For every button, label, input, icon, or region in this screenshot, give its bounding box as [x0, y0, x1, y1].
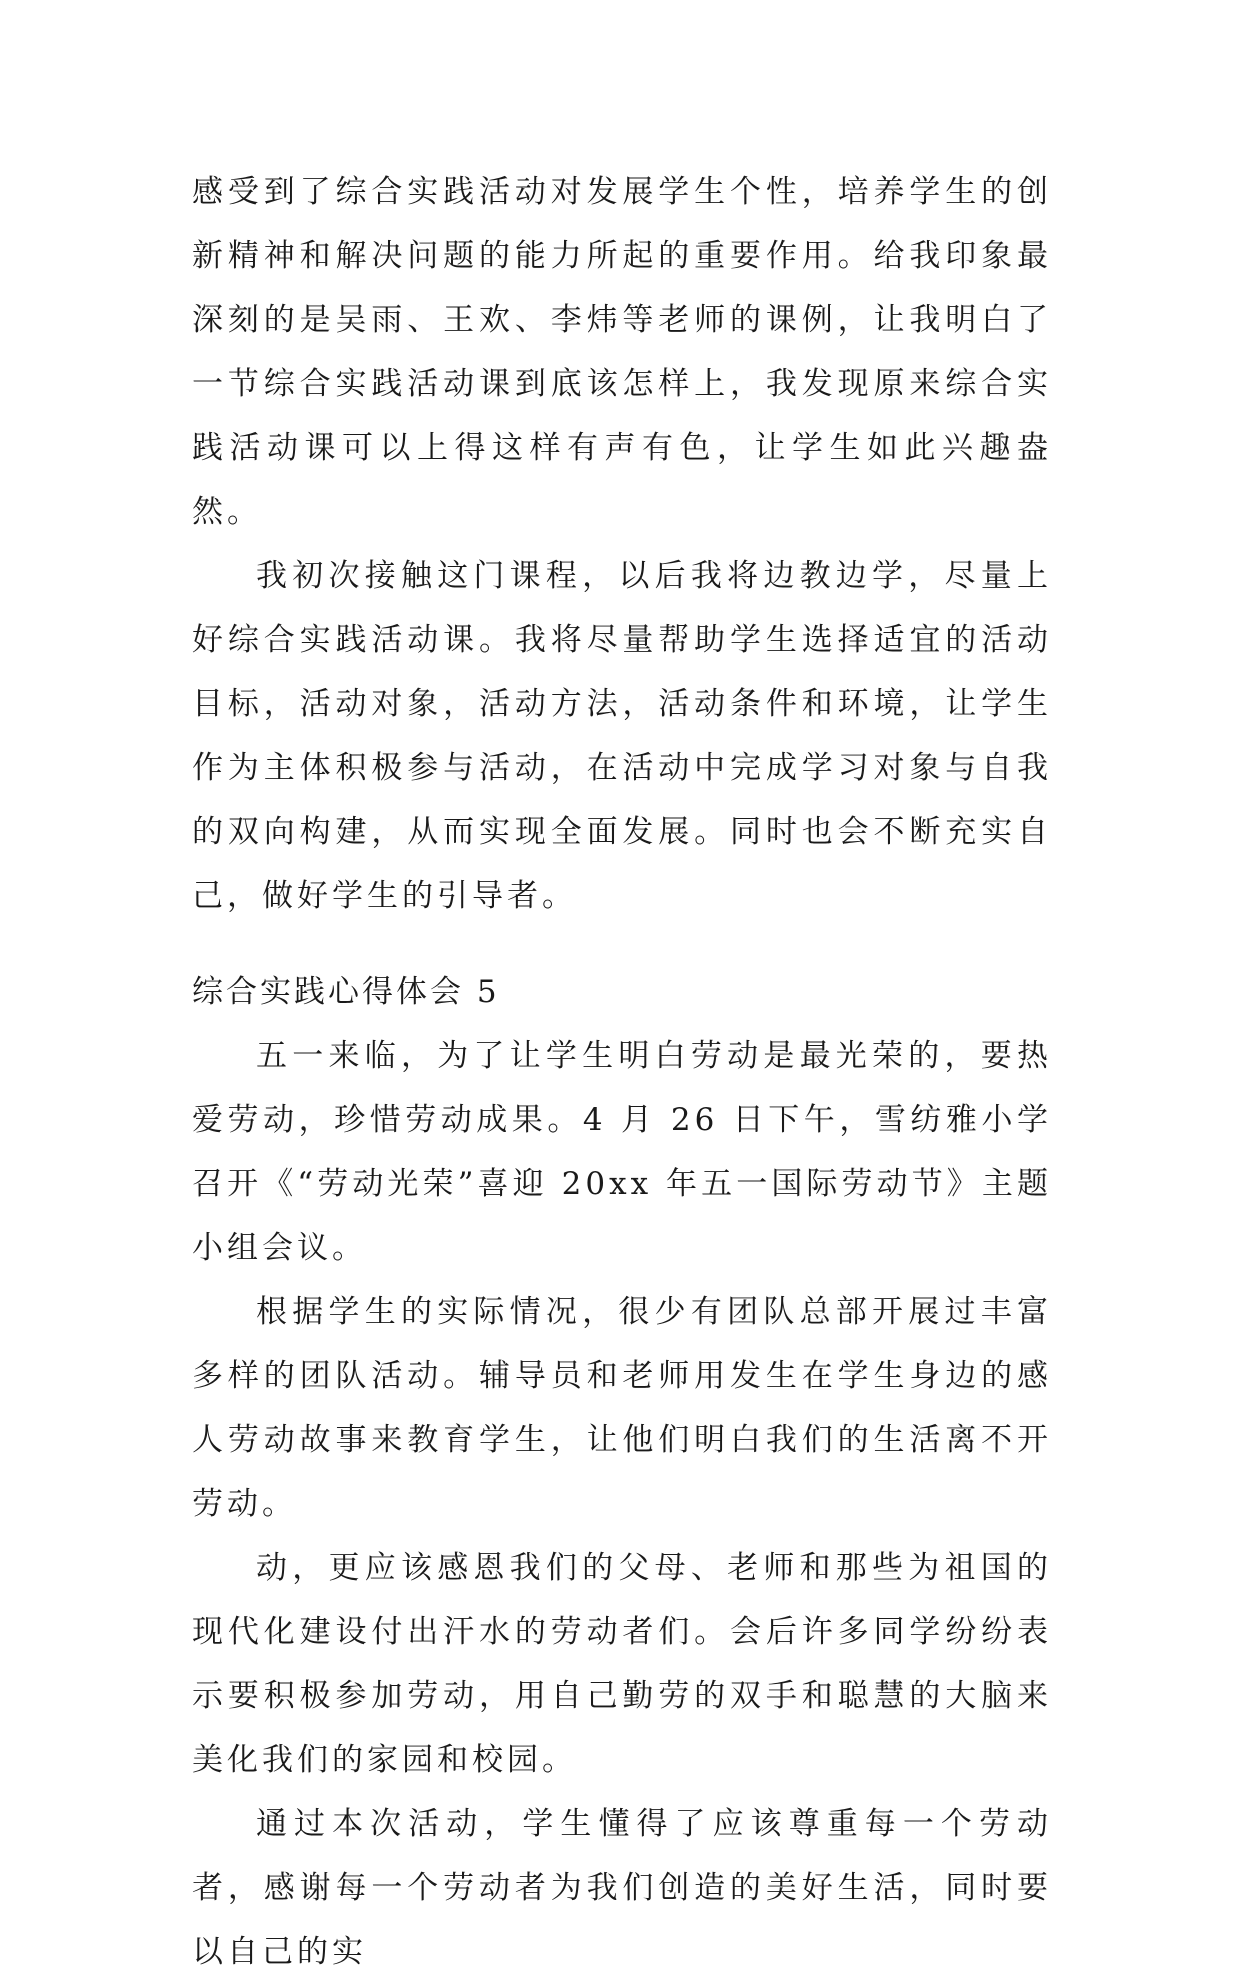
paragraph: 根据学生的实际情况，很少有团队总部开展过丰富多样的团队活动。辅导员和老师用发生在学生身边的感人劳动故事来教育学生，让他们明白我们的生活离不开劳动。	[192, 1294, 1052, 1522]
paragraph-continued: 感受到了综合实践活动对发展学生个性，培养学生的创新精神和解决问题的能力所起的重要作用。给我印象最深刻的是吴雨、王欢、李炜等老师的课例，让我明白了一节综合实践活动课到底该怎样上，我发现原来综合实践活动课可以上得这样有声有色，让学生如此兴趣盎然。	[192, 174, 1052, 530]
paragraph: 通过本次活动，学生懂得了应该尊重每一个劳动者，感谢每一个劳动者为我们创造的美好生活，同时要以自己的实	[192, 1806, 1052, 1970]
paragraph: 动，更应该感恩我们的父母、老师和那些为祖国的现代化建设付出汗水的劳动者们。会后许多同学纷纷表示要积极参加劳动，用自己勤劳的双手和聪慧的大脑来美化我们的家园和校园。	[192, 1550, 1052, 1778]
paragraph: 五一来临，为了让学生明白劳动是最光荣的，要热爱劳动，珍惜劳动成果。4 月 26 日下午，雪纺雅小学召开《“劳动光荣”喜迎 20xx 年五一国际劳动节》主题小组会议。	[192, 1038, 1052, 1266]
document-body	[192, 160, 1052, 1984]
paragraph: 我初次接触这门课程，以后我将边教边学，尽量上好综合实践活动课。我将尽量帮助学生选择适宜的活动目标，活动对象，活动方法，活动条件和环境，让学生作为主体积极参与活动，在活动中完成学习对象与自我的双向构建，从而实现全面发展。同时也会不断充实自己，做好学生的引导者。	[192, 558, 1052, 914]
section-heading: 综合实践心得体会 5	[192, 974, 500, 1010]
